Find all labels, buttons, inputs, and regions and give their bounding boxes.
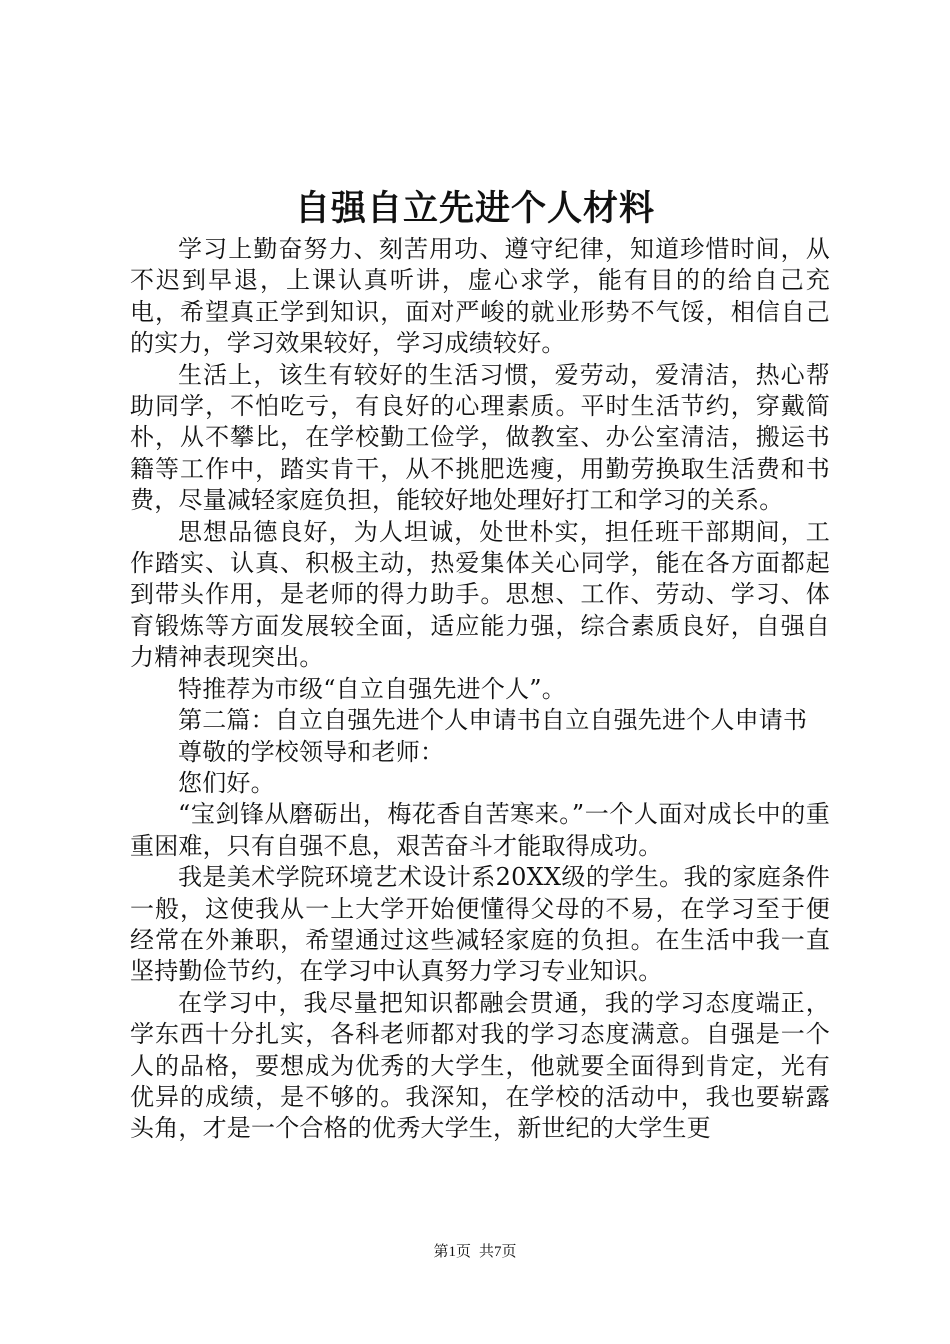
paragraph-section-heading: 第二篇：自立自强先进个人申请书自立自强先进个人申请书 bbox=[178, 706, 808, 735]
paragraph-salutation: 尊敬的学校领导和老师： bbox=[178, 737, 445, 766]
paragraph-recommendation: 特推荐为市级“自立自强先进个人”。 bbox=[178, 674, 566, 703]
page-footer bbox=[0, 1242, 950, 1262]
paragraph-quote: “宝剑锋从磨砺出，梅花香自苦寒来。”一个人面对成长中的重重困难，只有自强不息，艰苦奋斗才能取得成功。 bbox=[130, 800, 830, 860]
document-title: 自强自立先进个人材料 bbox=[294, 188, 655, 229]
paragraph-life: 生活上，该生有较好的生活习惯，爱劳动，爱清洁，热心帮助同学，不怕吃亏，有良好的心理素质。平时生活节约，穿戴简朴，从不攀比，在学校勤工俭学，做教室、办公室清洁，搬运书籍等工作中，踏实肯干，从不挑肥选瘦，用勤劳换取生活费和书费，尽量减轻家庭负担，能较好地处理好打工和学习的关系。 bbox=[130, 360, 830, 515]
paragraph-study: 学习上勤奋努力、刻苦用功、遵守纪律，知道珍惜时间，从不迟到早退，上课认真听讲，虚心求学，能有目的的给自己充电，希望真正学到知识，面对严峻的就业形势不气馁，相信自己的实力，学习效果较好，学习成绩较好。 bbox=[130, 235, 830, 358]
paragraph-character: 思想品德良好，为人坦诚，处世朴实，担任班干部期间，工作踏实、认真、积极主动，热爱集体关心同学，能在各方面都起到带头作用，是老师的得力助手。思想、工作、劳动、学习、体育锻炼等方面发展较全面，适应能力强，综合素质良好，自强自力精神表现突出。 bbox=[130, 517, 830, 672]
page-total: 共7页 bbox=[479, 1244, 517, 1260]
paragraph-greeting: 您们好。 bbox=[178, 768, 275, 797]
page-number: 第1页 bbox=[433, 1244, 471, 1260]
paragraph-background: 我是美术学院环境艺术设计系20XX级的学生。我的家庭条件一般，这使我从一上大学开始便懂得父母的不易，在学习至于便经常在外兼职，希望通过这些减轻家庭的负担。在生活中我一直坚持勤俭节约，在学习中认真努力学习专业知识。 bbox=[130, 863, 830, 986]
paragraph-learning: 在学习中，我尽量把知识都融会贯通，我的学习态度端正，学东西十分扎实，各科老师都对我的学习态度满意。自强是一个人的品格，要想成为优秀的大学生，他就要全面得到肯定，光有优异的成绩，是不够的。我深知，在学校的活动中，我也要崭露头角，才是一个合格的优秀大学生，新世纪的大学生更 bbox=[130, 988, 830, 1143]
document-body bbox=[130, 234, 830, 1145]
